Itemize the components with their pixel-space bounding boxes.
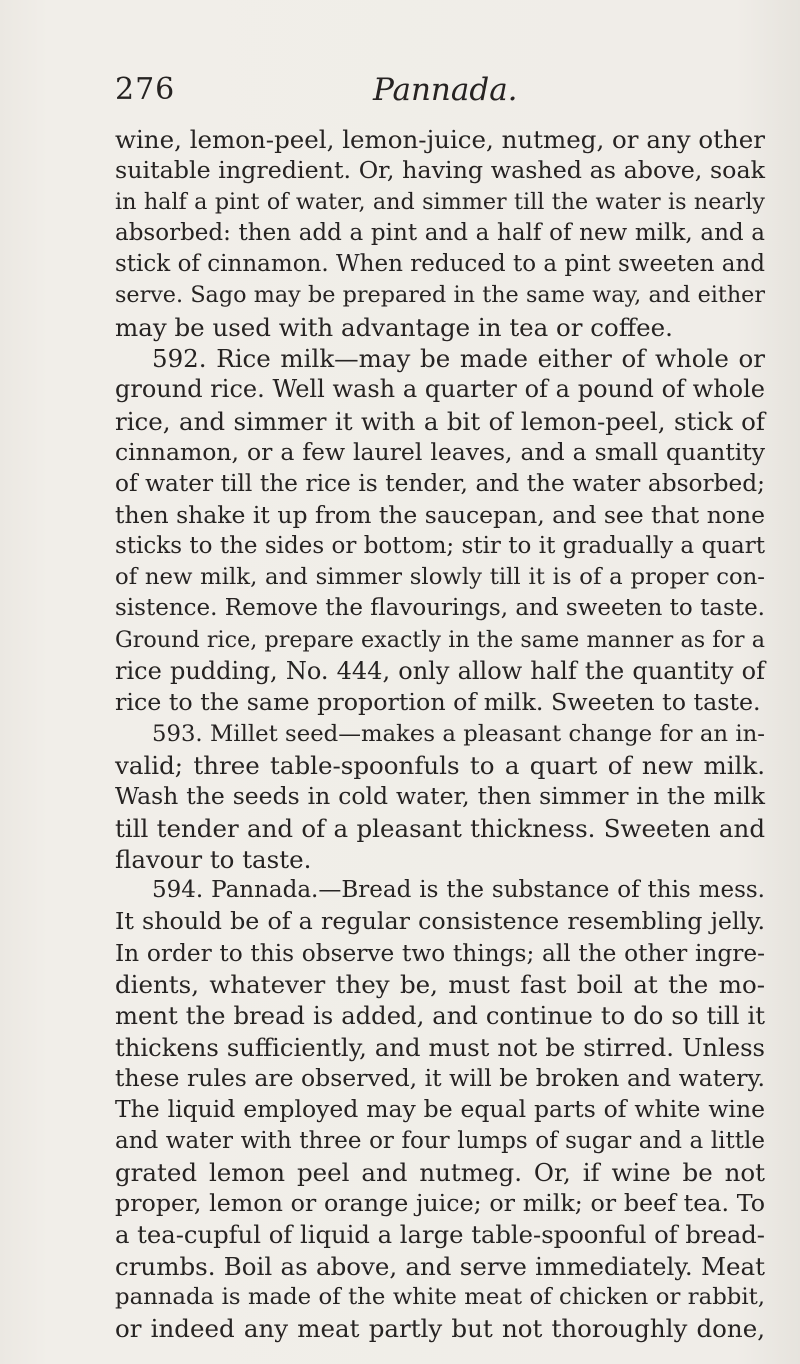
text-line: then shake it up from the saucepan, and see that none xyxy=(115,500,766,529)
page-header xyxy=(115,72,755,112)
text-line: It should be of a regular consistence resembling jelly. xyxy=(115,907,765,936)
text-line: a tea-cupful of liquid a large table-spoonful of bread- xyxy=(115,1220,765,1250)
text-line: thickens sufficiently, and must not be stirred. Unless xyxy=(115,1032,765,1062)
text-line: 592. Rice milk—may be made either of whole or xyxy=(152,344,765,374)
text-line: wine, lemon-peel, lemon-juice, nutmeg, or any other xyxy=(115,125,765,154)
text-line: in half a pint of water, and simmer till the water is nearly xyxy=(115,188,765,215)
page-number: 276 xyxy=(115,72,176,107)
text-line: The liquid employed may be equal parts of white wine xyxy=(115,1095,765,1124)
text-line: rice, and simmer it with a bit of lemon-peel, stick of xyxy=(115,406,765,436)
text-line: ment the bread is added, and continue to do so till it xyxy=(115,1001,765,1031)
text-line: sticks to the sides or bottom; stir to it gradually a quart xyxy=(115,532,765,559)
text-line: cinnamon, or a few laurel leaves, and a small quantity xyxy=(115,437,765,466)
text-line: absorbed: then add a pint and a half of new milk, and a xyxy=(115,219,765,246)
text-line: sistence. Remove the flavourings, and sweeten to taste. xyxy=(115,595,765,622)
text-line: valid; three table-spoonfuls to a quart of new milk. xyxy=(115,750,765,780)
running-head: Pannada. xyxy=(373,72,518,108)
text-line: crumbs. Boil as above, and serve immediately. Meat xyxy=(115,1251,765,1281)
text-line: stick of cinnamon. When reduced to a pint sweeten and xyxy=(115,251,765,278)
text-line: pannada is made of the white meat of chicken or rabbit, xyxy=(115,1283,765,1310)
text-line: flavour to taste. xyxy=(115,844,312,874)
text-line: Wash the seeds in cold water, then simmer in the milk xyxy=(115,782,765,811)
text-line: grated lemon peel and nutmeg. Or, if wine be not xyxy=(115,1157,765,1187)
text-line: dients, whatever they be, must fast boil at the mo- xyxy=(115,970,765,1000)
text-line: till tender and of a pleasant thickness. Sweeten and xyxy=(115,813,765,843)
text-line: and water with three or four lumps of sugar and a little xyxy=(115,1127,765,1154)
body-text xyxy=(115,124,765,1345)
text-line: may be used with advantage in tea or coffee. xyxy=(115,312,673,342)
text-line: rice to the same proportion of milk. Sweeten to taste. xyxy=(115,688,761,717)
text-line: rice pudding, No. 444, only allow half the quantity of xyxy=(115,657,765,686)
text-line: 593. Millet seed—makes a pleasant change for an in- xyxy=(152,720,765,747)
text-line: of new milk, and simmer slowly till it is of a proper con- xyxy=(115,564,765,591)
text-line: or indeed any meat partly but not thoroughly done, xyxy=(115,1314,765,1344)
text-line: suitable ingredient. Or, having washed as above, soak xyxy=(115,156,765,185)
text-line: of water till the rice is tender, and the water absorbed; xyxy=(115,470,765,498)
text-line: serve. Sago may be prepared in the same way, and either xyxy=(115,282,765,309)
text-line: 594. Pannada.—Bread is the substance of this mess. xyxy=(152,877,765,904)
text-line: these rules are observed, it will be broken and watery. xyxy=(115,1063,765,1092)
text-line: proper, lemon or orange juice; or milk; or beef tea. To xyxy=(115,1189,765,1218)
text-line: Ground rice, prepare exactly in the same manner as for a xyxy=(115,626,765,653)
text-line: In order to this observe two things; all the other ingre- xyxy=(115,939,765,967)
text-line: ground rice. Well wash a quarter of a pound of whole xyxy=(115,375,765,404)
